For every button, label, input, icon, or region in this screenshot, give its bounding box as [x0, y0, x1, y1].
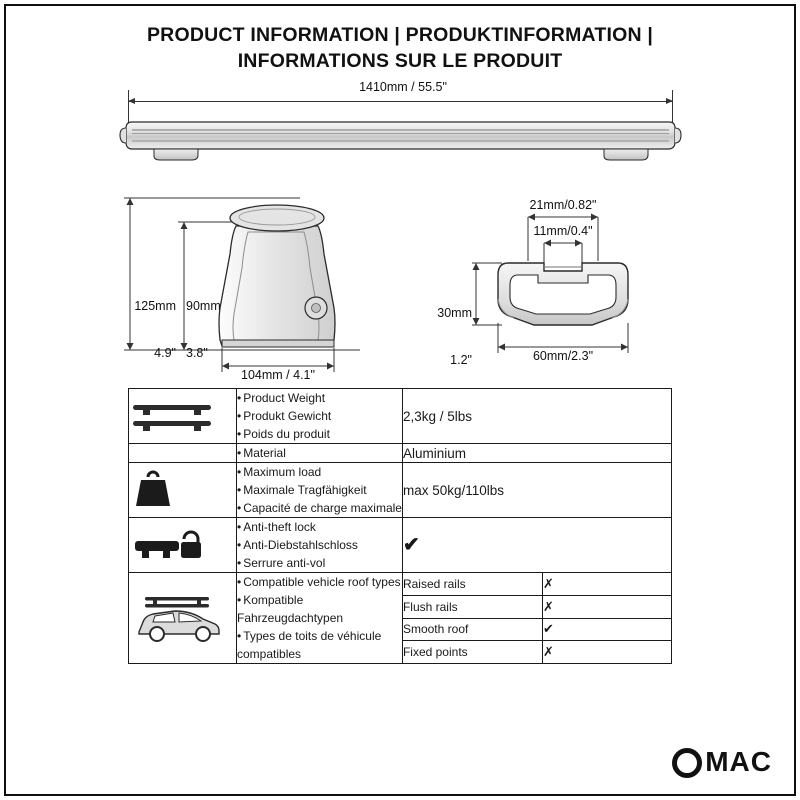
roof-type-name-raised-rails: Raised rails: [402, 573, 542, 596]
lock-labels: [237, 518, 403, 573]
weight-value: 2,3kg / 5lbs: [402, 389, 671, 444]
roof-type-mark-flush-rails: ✗: [542, 595, 671, 618]
lock-value: [402, 518, 671, 573]
max-load-label-fr: • Capacité de charge maximale: [237, 499, 402, 517]
material-value: Aluminium: [402, 444, 671, 463]
max-load-label-de: • Maximale Tragfähigkeit: [237, 481, 402, 499]
logo-o-icon: [672, 748, 702, 778]
page-title-line2: INFORMATIONS SUR LE PRODUIT: [237, 50, 563, 73]
profile-top-width-label: 21mm/0.82": [529, 198, 597, 212]
table-row: [129, 463, 672, 518]
front-height-inner-label: 90mm 3.8": [186, 299, 221, 361]
roof-type-mark-fixed-points: ✗: [542, 641, 671, 664]
table-row: [129, 444, 672, 463]
table-row: [129, 518, 672, 573]
weight-label-fr: • Poids du produit: [237, 425, 402, 443]
lock-checkmark: ✔: [402, 534, 420, 556]
roof-types-label-de: • Kompatible Fahrzeugdachtypen: [237, 591, 402, 627]
front-height-outer-label: 125mm 4.9": [134, 299, 176, 361]
table-row: [129, 389, 672, 444]
lock-label-de: • Anti-Diebstahlschloss: [237, 536, 402, 554]
max-load-label-en: • Maximum load: [237, 463, 402, 481]
table-row: [129, 573, 672, 596]
material-label-en: • Material: [237, 444, 402, 462]
material-labels: [237, 444, 403, 463]
roof-type-name-flush-rails: Flush rails: [402, 595, 542, 618]
page-title: [60, 22, 740, 75]
bar-length-arrow-left: [128, 98, 135, 104]
roof-type-mark-smooth-roof: ✔: [542, 618, 671, 641]
weight-icon: [129, 463, 237, 518]
weight-label-en: • Product Weight: [237, 389, 402, 407]
roof-types-label-en: • Compatible vehicle roof types: [237, 573, 402, 591]
roof-types-label-fr: • Types de toits de véhicule compatibles: [237, 627, 402, 663]
lock-icon: [129, 518, 237, 573]
bar-cross-section-view: [432, 195, 682, 375]
bar-length-dimension: [128, 82, 673, 104]
specification-table: [128, 388, 672, 664]
roof-type-name-smooth-roof: Smooth roof: [402, 618, 542, 641]
material-icon-placeholder: [129, 444, 237, 463]
profile-base-width-label: 60mm/2.3": [532, 349, 594, 363]
front-width-label: 104mm / 4.1": [241, 368, 315, 382]
lock-label-en: • Anti-theft lock: [237, 518, 402, 536]
car-roof-icon: [129, 592, 236, 644]
roof-bar-side-view: [118, 108, 683, 163]
crossbars-icon: [129, 389, 237, 444]
roof-type-name-fixed-points: Fixed points: [402, 641, 542, 664]
bar-length-line: [128, 101, 673, 102]
roof-types-icon-cell: [129, 573, 237, 664]
roof-types-labels: [237, 573, 403, 664]
profile-slot-width-label: 11mm/0.4": [533, 224, 593, 238]
roof-type-mark-raised-rails: ✗: [542, 573, 671, 596]
profile-height-label: 30mm 1.2": [437, 306, 472, 368]
weight-labels: [237, 389, 403, 444]
page-title-line1: PRODUCT INFORMATION | PRODUKTINFORMATION |: [146, 24, 654, 46]
lock-label-fr: • Serrure anti-vol: [237, 554, 402, 572]
foot-front-view: [120, 190, 430, 382]
brand-logo: [672, 746, 772, 778]
weight-label-de: • Produkt Gewicht: [237, 407, 402, 425]
max-load-labels: [237, 463, 403, 518]
bar-length-label: 1410mm / 55.5": [359, 80, 447, 94]
logo-text: MAC: [705, 746, 772, 777]
max-load-value: max 50kg/110lbs: [402, 463, 671, 518]
